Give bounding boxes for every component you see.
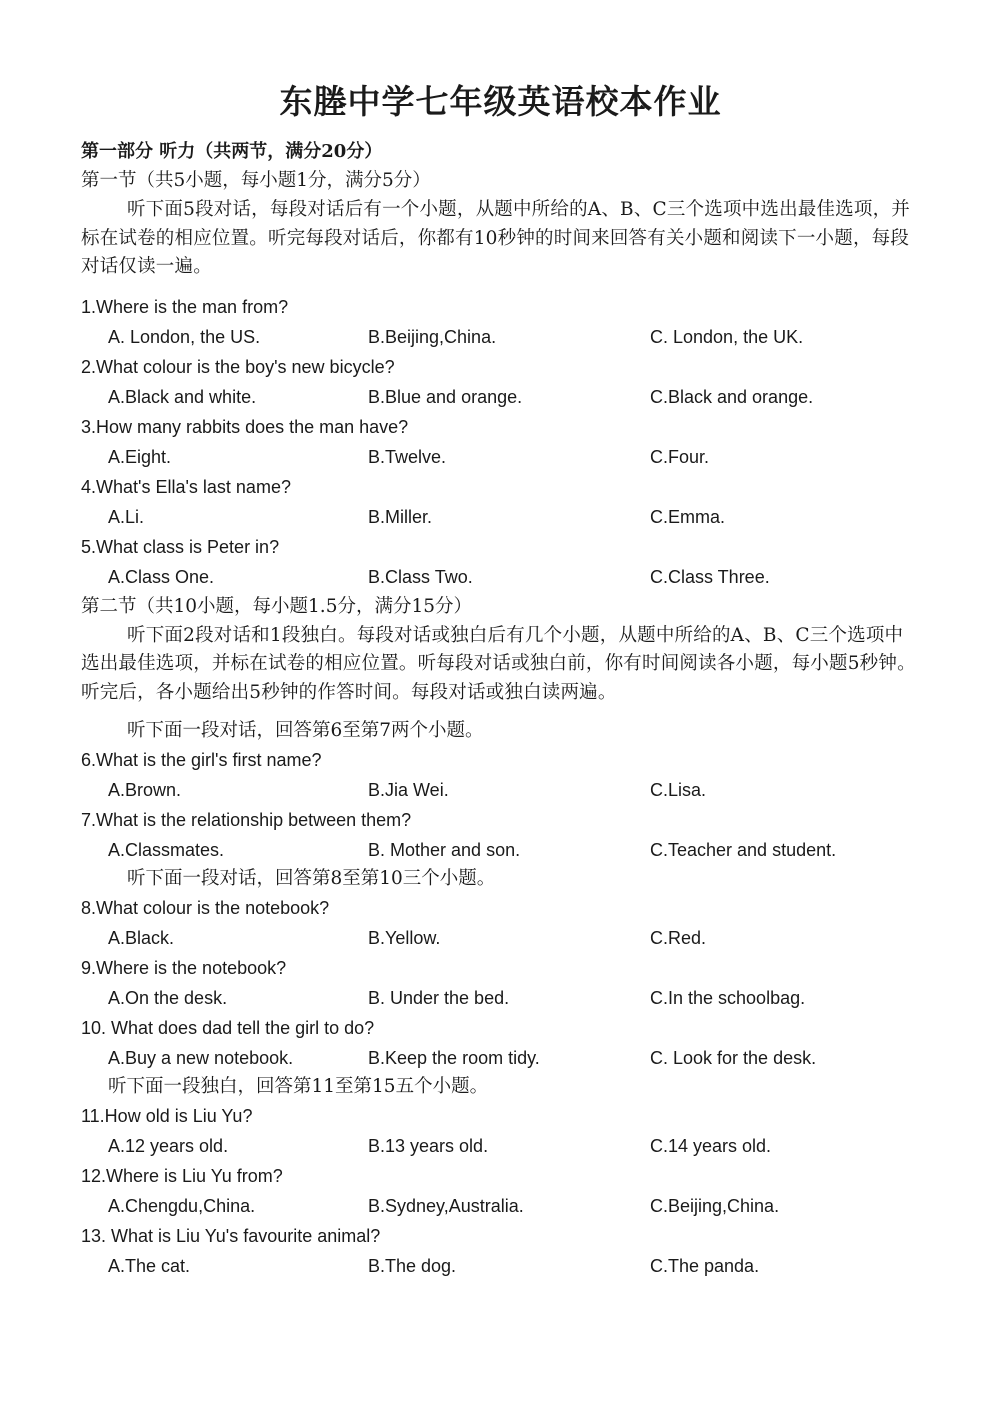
option-a[interactable]: A.The cat. — [108, 1256, 191, 1276]
part1-heading: 第一部分 听力（共两节，满分20分） — [81, 141, 383, 162]
question-3-options — [81, 442, 920, 472]
question-5: 5.What class is Peter in? — [81, 536, 280, 557]
option-b[interactable]: B.Yellow. — [368, 928, 441, 948]
option-c[interactable]: C. Look for the desk. — [650, 1048, 817, 1068]
question-13: 13. What is Liu Yu's favourite animal? — [81, 1226, 381, 1246]
option-a[interactable]: A.Class One. — [108, 566, 215, 587]
dialogue2-instruction: 听下面一段对话，回答第8至第10三个小题。 — [127, 868, 496, 889]
option-c[interactable]: C.The panda. — [650, 1256, 760, 1276]
option-a[interactable]: A.Brown. — [108, 780, 182, 800]
question-7: 7.What is the relationship between them? — [81, 810, 412, 830]
section1-instructions: 听下面5段对话，每段对话后有一个小题，从题中所给的A、B、C三个选项中选出最佳选项，并标在试卷的相应位置。听完每段对话后，你都有10秒钟的时间来回答有关小题和阅读下一小题，每段对话仅读一遍。 — [81, 199, 910, 277]
option-b[interactable]: B.Twelve. — [368, 446, 447, 467]
question-6-options — [81, 775, 920, 805]
option-b[interactable]: B.The dog. — [368, 1256, 457, 1276]
option-c[interactable]: C.Red. — [650, 928, 707, 948]
dialogue2-questions — [81, 893, 920, 1073]
option-c[interactable]: C.Four. — [650, 446, 710, 467]
option-b[interactable]: B.Class Two. — [368, 566, 473, 587]
monologue-instruction: 听下面一段独白，回答第11至第15五个小题。 — [108, 1076, 489, 1097]
option-c[interactable]: C.Black and orange. — [650, 386, 814, 407]
option-a[interactable]: A.12 years old. — [108, 1136, 229, 1156]
option-a[interactable]: A.Black. — [108, 928, 175, 948]
option-b[interactable]: B.13 years old. — [368, 1136, 489, 1156]
monologue-questions — [81, 1101, 920, 1281]
option-b[interactable]: B.Sydney,Australia. — [368, 1196, 524, 1216]
question-4: 4.What's Ella's last name? — [81, 476, 291, 497]
option-c[interactable]: C.14 years old. — [650, 1136, 772, 1156]
option-b[interactable]: B.Keep the room tidy. — [368, 1048, 540, 1068]
question-8-options — [81, 923, 920, 953]
dialogue1-questions — [81, 745, 920, 865]
option-a[interactable]: A.Chengdu,China. — [108, 1196, 256, 1216]
question-11: 11.How old is Liu Yu? — [81, 1106, 253, 1126]
option-b[interactable]: B.Beijing,China. — [368, 326, 497, 347]
option-a[interactable]: A.On the desk. — [108, 988, 228, 1008]
option-c[interactable]: C.Class Three. — [650, 566, 770, 587]
option-b[interactable]: B. Under the bed. — [368, 988, 510, 1008]
option-c[interactable]: C.In the schoolbag. — [650, 988, 806, 1008]
option-b[interactable]: B.Miller. — [368, 506, 433, 527]
option-a[interactable]: A.Eight. — [108, 446, 172, 467]
option-b[interactable]: B. Mother and son. — [368, 840, 521, 860]
question-9-options — [81, 983, 920, 1013]
section1-heading: 第一节（共5小题，每小题1分，满分5分） — [81, 170, 431, 191]
dialogue1-instruction: 听下面一段对话，回答第6至第7两个小题。 — [127, 720, 484, 741]
option-b[interactable]: B.Jia Wei. — [368, 780, 449, 800]
option-c[interactable]: C.Teacher and student. — [650, 840, 837, 860]
question-13-options — [81, 1251, 920, 1281]
question-6: 6.What is the girl's first name? — [81, 750, 322, 770]
question-12-options — [81, 1191, 920, 1221]
option-c[interactable]: C.Beijing,China. — [650, 1196, 780, 1216]
question-12: 12.Where is Liu Yu from? — [81, 1166, 283, 1186]
question-10: 10. What does dad tell the girl to do? — [81, 1018, 375, 1038]
option-c[interactable]: C.Lisa. — [650, 780, 707, 800]
question-2-options — [81, 382, 920, 412]
question-4-options — [81, 502, 920, 532]
section2-heading: 第二节（共10小题，每小题1.5分，满分15分） — [81, 595, 473, 617]
section1-questions — [81, 292, 920, 592]
question-10-options — [81, 1043, 920, 1073]
section2-instructions: 听下面2段对话和1段独白。每段对话或独白后有几个小题，从题中所给的A、B、C三个选项中选出最佳选项，并标在试卷的相应位置。听每段对话或独白前，你有时间阅读各小题，每小题5秒钟。听完后，各小题给出5秒钟的作答时间。每段对话或独白读两遍。 — [81, 624, 916, 703]
option-b[interactable]: B.Blue and orange. — [368, 386, 523, 407]
question-5-options — [81, 562, 920, 592]
option-a[interactable]: A.Buy a new notebook. — [108, 1048, 294, 1068]
question-8: 8.What colour is the notebook? — [81, 898, 330, 918]
option-a[interactable]: A.Li. — [108, 506, 145, 527]
question-1-options — [81, 322, 920, 352]
option-c[interactable]: C.Emma. — [650, 506, 726, 527]
question-11-options — [81, 1131, 920, 1161]
option-c[interactable]: C. London, the UK. — [650, 326, 804, 347]
page-title: 东塍中学七年级英语校本作业 — [279, 82, 722, 121]
option-a[interactable]: A.Classmates. — [108, 840, 225, 860]
option-a[interactable]: A.Black and white. — [108, 386, 257, 407]
question-9: 9.Where is the notebook? — [81, 958, 287, 978]
question-1: 1.Where is the man from? — [81, 296, 289, 317]
question-3: 3.How many rabbits does the man have? — [81, 416, 409, 437]
question-7-options — [81, 835, 920, 865]
option-a[interactable]: A. London, the US. — [108, 326, 261, 347]
question-2: 2.What colour is the boy's new bicycle? — [81, 356, 395, 377]
